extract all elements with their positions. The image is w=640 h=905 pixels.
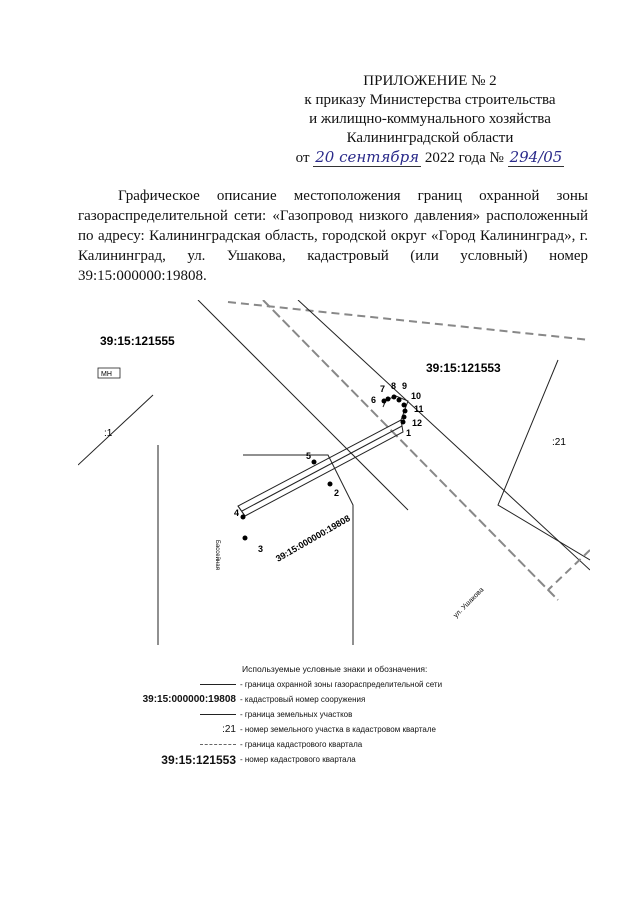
legend-title: Используемые условные знаки и обозначения:: [242, 664, 428, 674]
legend-desc: - граница земельных участков: [240, 710, 353, 719]
point-label-10: 10: [411, 391, 422, 401]
protection-zone-boundary: [238, 420, 403, 516]
parcel-boundary-left-diag: [78, 395, 153, 465]
point-label-4: 4: [234, 508, 240, 518]
legend-row: [130, 707, 460, 722]
structure-code-label: 39:15:000000:19808: [274, 513, 352, 564]
legend-symbol-quarter-line: [200, 744, 236, 745]
point-label-1: 1: [406, 428, 412, 438]
year-text: 2022 года №: [424, 150, 504, 166]
legend-symbol-parcel-number: :21: [222, 724, 236, 735]
legend-desc: - граница кадастрового квартала: [240, 740, 363, 749]
legend-desc: - номер земельного участка в кадастровом квартале: [240, 725, 436, 734]
point-label-6: 6: [371, 395, 377, 405]
date-prefix: от: [295, 150, 310, 166]
order-line-1: к приказу Министерства строительства: [304, 92, 556, 108]
point-5: [312, 460, 317, 465]
point-label-3: 3: [258, 544, 264, 554]
point-10: [402, 403, 407, 408]
appendix-title: ПРИЛОЖЕНИЕ № 2: [363, 73, 497, 89]
road-axis: [263, 300, 558, 600]
protection-zone-inner: [238, 506, 245, 516]
legend-symbol-structure-code: 39:15:000000:19808: [142, 694, 236, 705]
point-8: [392, 395, 397, 400]
point-2: [328, 482, 333, 487]
legend-desc: - граница охранной зоны газораспределительной сети: [240, 680, 443, 689]
point-label-11: 11: [414, 404, 424, 414]
handwritten-number: 294/05: [509, 148, 563, 166]
point-label-5: 5: [306, 451, 312, 461]
parcel-label-left: :1: [104, 428, 113, 439]
point-label-2: 2: [334, 488, 340, 498]
point-label-8: 8: [391, 381, 397, 391]
legend-row: [130, 692, 460, 707]
legend-desc: - номер кадастрового квартала: [240, 755, 356, 764]
legend-row: [130, 737, 460, 752]
point-label-7: 7: [380, 384, 386, 394]
point-1: [401, 420, 406, 425]
side-street-label: Бассейная: [214, 540, 220, 570]
legend-row: [130, 677, 460, 692]
parcel-label-right: :21: [552, 437, 566, 448]
road-edge-right: [298, 300, 590, 570]
quarter-label-right: 39:15:121553: [426, 361, 501, 375]
street-label: ул. Ушакова: [452, 586, 486, 620]
order-line-3: Калининградской области: [346, 130, 514, 146]
intro-paragraph: Графическое описание местоположения границ охранной зоны газораспределительной сети: «Газопровод низкого давления» расположенный по адресу: Калининградская область, городской округ «Город Калининград», г. Калининград, ул. Ушакова, кадастровый (или условный) номер 39:15:000000:19808.: [78, 188, 588, 284]
point-12: [402, 415, 407, 420]
point-3: [243, 536, 248, 541]
cadastral-map: [78, 300, 590, 645]
order-date-line: [280, 148, 580, 168]
handwritten-date: 20 сентября: [315, 148, 420, 166]
legend-symbol-quarter-number: 39:15:121553: [161, 752, 236, 767]
legend-row: [130, 752, 460, 767]
legend-desc: - кадастровый номер сооружения: [240, 695, 366, 704]
map-legend: [130, 664, 460, 767]
legend-symbol-protection-line: [200, 684, 236, 685]
order-line-2: и жилищно-коммунального хозяйства: [309, 111, 551, 127]
point-7: [386, 397, 391, 402]
point-11: [403, 409, 408, 414]
legend-row: [130, 722, 460, 737]
mn-label: МН: [101, 371, 112, 378]
document-header: [280, 72, 580, 168]
parcel-boundary-right: [498, 360, 590, 560]
point-label-9: 9: [402, 381, 408, 391]
quarter-label-left: 39:15:121555: [100, 334, 175, 348]
point-9: [397, 398, 402, 403]
point-label-12: 12: [412, 418, 423, 428]
pipeline-axis: [242, 426, 402, 511]
point-4: [241, 515, 246, 520]
legend-symbol-parcel-line: [200, 714, 236, 715]
